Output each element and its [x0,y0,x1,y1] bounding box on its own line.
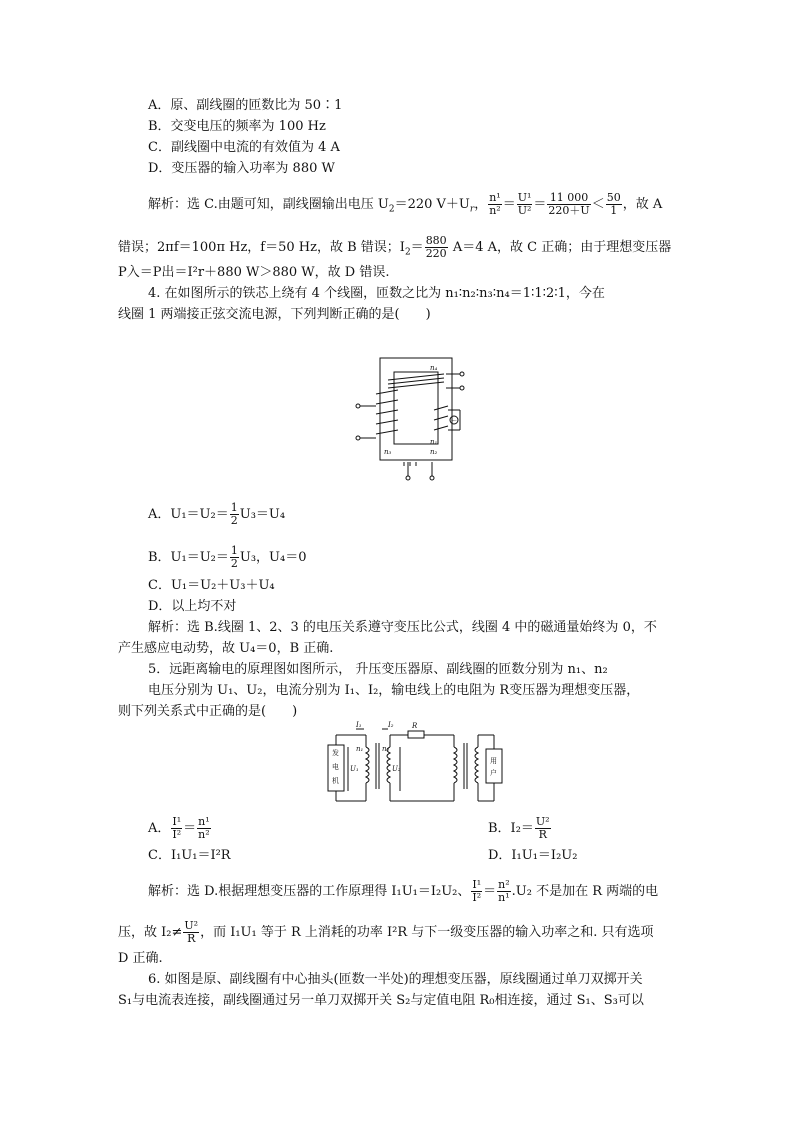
fraction: $\frac{\text{I¹}}{\text{I²}}$ [472,878,482,904]
label-I1: I₁ [356,721,362,729]
fraction: $\frac{\text{n²}}{\text{n¹}}$ [498,878,510,904]
q5-analysis-line2: 压，故 I₂≠ $\frac{\text{U²}}{R}$ ，而 I₁U₁ 等于 R 上消耗的功率 I²R 与下一级变压器的输入功率之和. 只有选项 [118,919,654,945]
label-I2: I₂ [388,721,394,729]
fraction: $\frac{880}{220}$ [425,234,447,260]
coil-n3 [376,390,398,434]
generator-char-1: 发 [332,749,339,757]
label-n1: n₁ [356,745,364,753]
q4-option-b: B．U₁＝U₂＝ $\frac{1}{2}$ U₃，U₄＝0 [148,544,307,570]
q4-stem-line2: 线圈 1 两端接正弦交流电源，下列判断正确的是( ) [118,307,431,322]
q3-analysis-line3: P入＝P出＝I²r＋880 W＞880 W，故 D 错误. [118,265,390,280]
user-char-1: 用 [490,757,497,765]
q5-option-c: C．I₁U₁＝I²R [148,848,231,863]
fraction: $\frac{\text{n¹}}{\text{n²}}$ [489,191,501,217]
fraction: $\frac{1}{2}$ [230,544,238,570]
q5-option-a: A． $\frac{\text{I¹}}{\text{I²}}$ ＝ $\frac{\text{n¹}}{\text{n²}}$ [148,815,210,841]
coil-n4 [388,374,444,388]
label-R: R [412,722,418,730]
ac-source-symbol: ～ [451,418,458,425]
label-n4: n₄ [430,364,438,372]
q3-option-d: D．变压器的输入功率为 880 W [148,161,335,176]
q3-option-a: A．原、副线圈的匝数比为 50∶1 [148,98,343,113]
fraction: $\frac{1}{2}$ [230,501,238,527]
q5-stem-line1: 5．远距离输电的原理图如图所示， 升压变压器原、副线圈的匝数分别为 n₁、n₂ [148,662,608,677]
coil-n2 [404,462,416,466]
q4-option-a: A．U₁＝U₂＝ $\frac{1}{2}$ U₃＝U₄ [148,501,286,527]
resistor-R [408,731,424,738]
user-box [486,749,502,783]
coil-n1 [434,406,448,430]
q5-transmission-figure [326,717,530,803]
fraction: $\frac{\text{U²}}{R}$ [535,815,550,841]
q4-analysis-line2: 产生感应电动势，故 U₄＝0，B 正确. [118,641,334,656]
q5-option-d: D．I₁U₁＝I₂U₂ [488,848,578,863]
q4-stem-line1: 4. 在如图所示的铁芯上绕有 4 个线圈，匝数之比为 n₁∶n₂∶n₃∶n₄＝1∶1∶2∶1，今在 [148,286,605,301]
q4-iron-core-figure [348,354,466,484]
q4-option-d: D．以上均不对 [148,599,237,614]
q4-analysis-line1: 解析：选 B.线圈 1、2、3 的电压关系遵守变压比公式，线圈 4 中的磁通量始终为 0，不 [148,620,657,635]
label-U1: U₁ [350,765,359,773]
q3-analysis-line2: 错误；2πf＝100π Hz，f＝50 Hz，故 B 错误；$I_2=$ $\frac{880}{220}$ A＝4 A，故 C 正确；由于理想变压器 [118,234,672,260]
q5-analysis-line1: 解析：选 D.根据理想变压器的工作原理得 I₁U₁＝I₂U₂、 $\frac{\text{I¹}}{\text{I²}}$ ＝ $\frac{\text{n²}}{\text{n¹}}$ .U₂ 不是加在 R 两端的电 [148,878,659,904]
fraction: $\frac{\text{U²}}{R}$ [184,919,199,945]
generator-char-3: 机 [332,777,339,785]
fraction: $\frac{\text{U¹}}{\text{U²}}$ [517,191,532,217]
q5-option-b: B．I₂＝ $\frac{\text{U²}}{R}$ [488,815,550,841]
user-char-2: 户 [490,769,497,777]
q6-stem-line2: S₁与电流表连接，副线圈通过另一单刀双掷开关 S₂与定值电阻 R₀相连接，通过 S₁、S₃可以 [118,993,644,1008]
q3-option-b: B．交变电压的频率为 100 Hz [148,119,326,134]
label-n3: n₃ [384,448,392,456]
fraction: $\frac{50}{1}$ [606,191,621,217]
label-n2: n₂ [430,448,438,456]
core-outer-frame [380,358,452,460]
q5-stem-line2: 电压分别为 U₁、U₂，电流分别为 I₁、I₂，输电线上的电阻为 R变压器为理想变压器， [148,683,640,698]
q5-analysis-line3: D 正确. [118,951,163,966]
label-n1: n₁ [430,438,438,446]
fraction: $\frac{\text{I¹}}{\text{I²}}$ [172,815,182,841]
q3-analysis-line1: 解析：选 C.由题可知，副线圈输出电压 $U_2=220$ $V+U_r$， $\frac{\text{n¹}}{\text{n²}}$ ＝ $\frac{\text{U¹}}{\text{U²}}$ ＝ $\frac{11 000}{220+U}$ ＜ $\frac{50}{1}$ ，故 A [148,191,663,217]
fraction: $\frac{\text{n¹}}{\text{n²}}$ [198,815,210,841]
primary-coil [366,747,369,783]
label-U2: U₂ [392,765,401,773]
fraction: $\frac{11 000}{220+U}$ [548,191,590,217]
q4-option-c: C．U₁＝U₂＋U₃＋U₄ [148,578,275,593]
q6-stem-line1: 6. 如图是原、副线圈有中心抽头(匝数一半处)的理想变压器，原线圈通过单刀双掷开关 [148,972,643,987]
label-n2: n₂ [382,745,390,753]
q3-option-c: C．副线圈中电流的有效值为 4 A [148,140,340,155]
q5-stem-line3: 则下列关系式中正确的是( ) [118,704,298,719]
generator-char-2: 电 [332,763,339,771]
